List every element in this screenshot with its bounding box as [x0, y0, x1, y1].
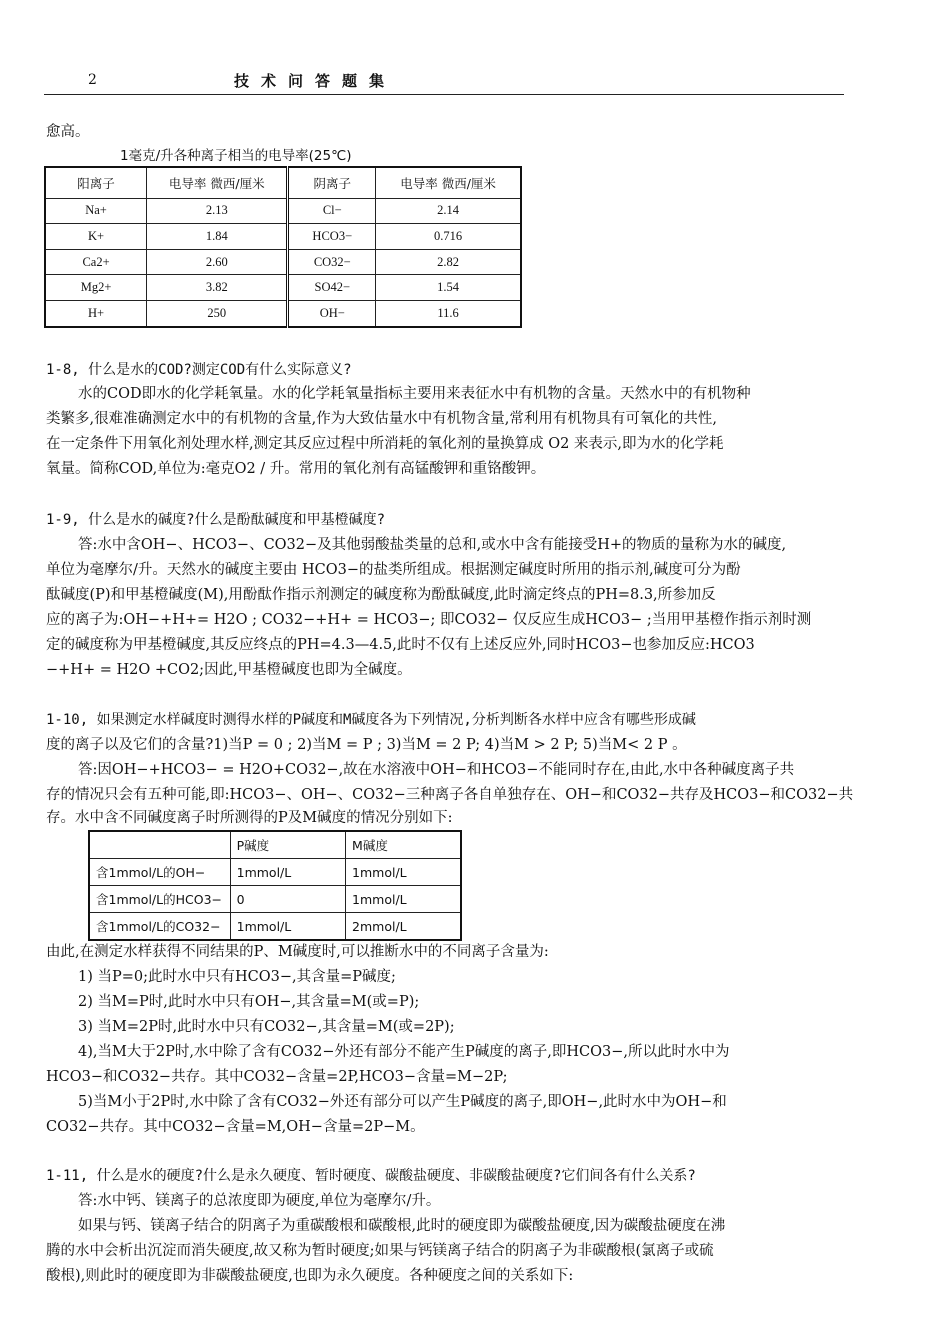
alkalinity-table — [88, 830, 462, 941]
anion-cell: CO32− — [288, 249, 376, 275]
body-text-line: 腾的水中会析出沉淀而消失硬度,故又称为暂时硬度;如果与钙镁离子结合的阴离子为非碳酸根(氯离子或硫 — [46, 1243, 714, 1259]
body-text-line: 定的碱度称为甲基橙碱度,其反应终点的PH=4.3—4.5,此时不仅有上述反应外,同时HCO3−也参加反应:HCO3 — [46, 637, 755, 653]
conductivity-table-caption: 1毫克/升各种离子相当的电导率(25℃) — [120, 148, 352, 164]
question-1-11: 1-11, 什么是水的硬度?什么是永久硬度、暂时硬度、碳酸盐硬度、非碳酸盐硬度?它们间各有什么关系? — [46, 1168, 696, 1184]
body-text-line: CO32−共存。其中CO32−含量=M,OH−含量=2P−M。 — [46, 1119, 425, 1135]
list-item: 2) 当M=P时,此时水中只有OH−,其含量=M(或=P); — [78, 994, 420, 1010]
anion-value-cell: 1.54 — [376, 275, 521, 301]
cation-value-cell: 2.60 — [147, 249, 288, 275]
body-text-line: 应的离子为:OH−+H+= H2O ; CO32−+H+ = HCO3−; 即CO32− 仅反应生成HCO3− ;当用甲基橙作指示剂时测 — [46, 612, 812, 628]
page-number: 2 — [88, 72, 97, 88]
body-text-line: 由此,在测定水样获得不同结果的P、M碱度时,可以推断水中的不同离子含量为: — [46, 944, 549, 960]
cation-cell: H+ — [45, 301, 147, 327]
col-header-anion-conductivity: 电导率 微西/厘米 — [376, 167, 521, 198]
body-text-line: 类繁多,很难准确测定水中的有机物的含量,作为大致估量水中有机物含量,常利用有机物具有可氧化的共性, — [46, 411, 717, 427]
anion-value-cell: 2.82 — [376, 249, 521, 275]
col-header-anion: 阴离子 — [288, 167, 376, 198]
anion-value-cell: 2.14 — [376, 198, 521, 224]
body-text-line: 存。水中含不同碱度离子时所测得的P及M碱度的情况分别如下: — [46, 810, 453, 826]
body-text-line: 如果与钙、镁离子结合的阴离子为重碳酸根和碳酸根,此时的硬度即为碳酸盐硬度,因为碳酸盐硬度在沸 — [78, 1218, 726, 1234]
body-text-line: 度的离子以及它们的含量?1)当P = 0 ; 2)当M = P ; 3)当M = 2 P; 4)当M > 2 P; 5)当M< 2 P 。 — [46, 737, 687, 753]
intro-tail: 愈高。 — [46, 124, 90, 140]
anion-cell: OH− — [288, 301, 376, 327]
body-text-line: 氧量。简称COD,单位为:毫克O2 / 升。常用的氧化剂有高锰酸钾和重铬酸钾。 — [46, 461, 546, 477]
list-item: 5)当M小于2P时,水中除了含有CO32−外还有部分可以产生P碱度的离子,即OH−,此时水中为OH−和 — [78, 1094, 727, 1110]
body-text-line: −+H+ = H2O +CO2;因此,甲基橙碱度也即为全碱度。 — [46, 662, 412, 678]
page-header — [44, 68, 844, 95]
body-text-line: 在一定条件下用氧化剂处理水样,测定其反应过程中所消耗的氧化剂的量换算成 O2 来表示,即为水的化学耗 — [46, 436, 724, 452]
alk-header-p: P碱度 — [230, 831, 345, 859]
list-item: 1) 当P=0;此时水中只有HCO3−,其含量=P碱度; — [78, 969, 396, 985]
alk-p-value: 1mmol/L — [230, 913, 345, 941]
cation-value-cell: 2.13 — [147, 198, 288, 224]
cation-cell: K+ — [45, 224, 147, 250]
list-item: 3) 当M=2P时,此时水中只有CO32−,其含量=M(或=2P); — [78, 1019, 455, 1035]
anion-cell: Cl− — [288, 198, 376, 224]
conductivity-table — [44, 166, 522, 328]
col-header-cation-conductivity: 电导率 微西/厘米 — [147, 167, 288, 198]
body-text-line: 酸根),则此时的硬度即为非碳酸盐硬度,也即为永久硬度。各种硬度之间的关系如下: — [46, 1268, 574, 1284]
alk-header-m: M碱度 — [346, 831, 461, 859]
list-item: 4),当M大于2P时,水中除了含有CO32−外还有部分不能产生P碱度的离子,即HCO3−,所以此时水中为 — [78, 1044, 730, 1060]
cation-cell: Ca2+ — [45, 249, 147, 275]
col-header-cation: 阳离子 — [45, 167, 147, 198]
body-text-line: 酞碱度(P)和甲基橙碱度(M),用酚酞作指示剂测定的碱度称为酚酞碱度,此时滴定终点的PH=8.3,所参加反 — [46, 587, 716, 603]
cation-cell: Mg2+ — [45, 275, 147, 301]
alk-m-value: 1mmol/L — [346, 859, 461, 886]
body-text-line: HCO3−和CO32−共存。其中CO32−含量=2P,HCO3−含量=M−2P; — [46, 1069, 508, 1085]
alk-m-value: 1mmol/L — [346, 886, 461, 913]
body-text-line: 答:因OH−+HCO3− = H2O+CO32−,故在水溶液中OH−和HCO3−不能同时存在,由此,水中各种碱度离子共 — [78, 762, 795, 778]
anion-value-cell: 11.6 — [376, 301, 521, 327]
body-text-line: 答:水中钙、镁离子的总浓度即为硬度,单位为毫摩尔/升。 — [78, 1193, 441, 1209]
anion-cell: SO42− — [288, 275, 376, 301]
book-title: 技术问答题集 — [234, 72, 397, 90]
body-text-line: 答:水中含OH−、HCO3−、CO32−及其他弱酸盐类量的总和,或水中含有能接受H+的物质的量称为水的碱度, — [78, 537, 787, 553]
question-1-10: 1-10, 如果测定水样碱度时测得水样的P碱度和M碱度各为下列情况,分析判断各水样中应含有哪些形成碱 — [46, 712, 696, 728]
body-text-line: 水的COD即水的化学耗氧量。水的化学耗氧量指标主要用来表征水中有机物的含量。天然水中的有机物种 — [78, 386, 751, 402]
question-1-9: 1-9, 什么是水的碱度?什么是酚酞碱度和甲基橙碱度? — [46, 512, 385, 528]
cation-value-cell: 3.82 — [147, 275, 288, 301]
anion-value-cell: 0.716 — [376, 224, 521, 250]
alk-row-label: 含1mmol/L的OH− — [89, 859, 230, 886]
alk-m-value: 2mmol/L — [346, 913, 461, 941]
alk-row-label: 含1mmol/L的HCO3− — [89, 886, 230, 913]
anion-cell: HCO3− — [288, 224, 376, 250]
body-text-line: 存的情况只会有五种可能,即:HCO3−、OH−、CO32−三种离子各自单独存在、OH−和CO32−共存及HCO3−和CO32−共 — [46, 787, 854, 803]
alk-header-blank — [89, 831, 230, 859]
alk-p-value: 1mmol/L — [230, 859, 345, 886]
alk-row-label: 含1mmol/L的CO32− — [89, 913, 230, 941]
body-text-line: 单位为毫摩尔/升。天然水的碱度主要由 HCO3−的盐类所组成。根据测定碱度时所用的指示剂,碱度可分为酚 — [46, 562, 741, 578]
cation-value-cell: 250 — [147, 301, 288, 327]
cation-cell: Na+ — [45, 198, 147, 224]
question-1-8: 1-8, 什么是水的COD?测定COD有什么实际意义? — [46, 362, 352, 378]
cation-value-cell: 1.84 — [147, 224, 288, 250]
alk-p-value: 0 — [230, 886, 345, 913]
